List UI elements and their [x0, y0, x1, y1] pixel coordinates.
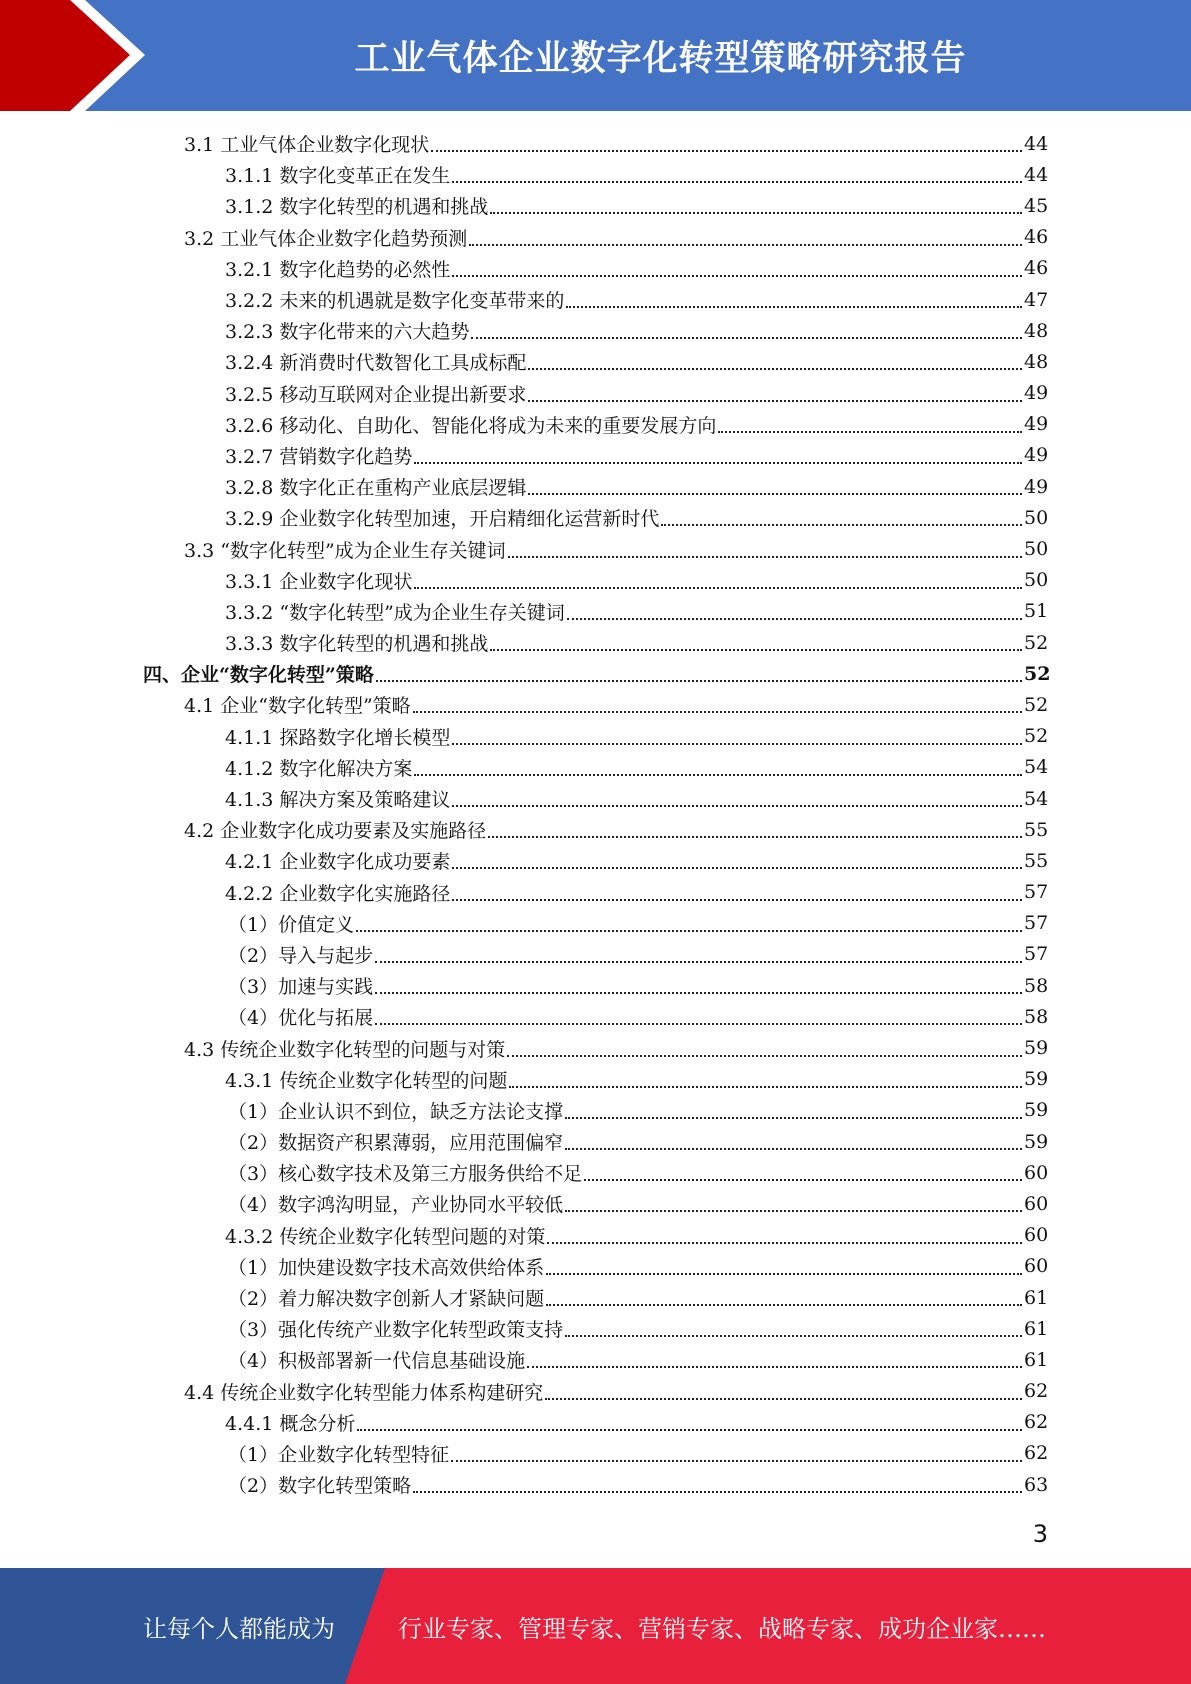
toc-entry[interactable] — [0, 1095, 1191, 1126]
toc-dot-leader — [375, 991, 1022, 994]
toc-entry-label: 3.1 工业气体企业数字化现状 — [184, 134, 430, 157]
toc-dot-leader — [528, 367, 1022, 370]
toc-entry-page: 49 — [1024, 382, 1049, 405]
toc-dot-leader — [661, 523, 1022, 526]
toc-entry-label: 3.3 “数字化转型”成为企业生存关键词 — [184, 539, 506, 562]
toc-entry-label: （1）企业认识不到位，缺乏方法论支撑 — [228, 1100, 564, 1123]
toc-dot-leader — [508, 555, 1022, 558]
toc-entry-page: 62 — [1024, 1442, 1049, 1465]
toc-entry[interactable] — [0, 596, 1191, 627]
toc-entry-page: 60 — [1024, 1224, 1049, 1247]
toc-entry[interactable] — [0, 471, 1191, 502]
footer-slogan-left: 让每个人都能成为 — [143, 1614, 335, 1643]
toc-entry[interactable] — [0, 1064, 1191, 1095]
toc-dot-leader — [488, 835, 1022, 838]
toc-entry-label: 4.1.1 探路数字化增长模型 — [225, 726, 451, 749]
toc-entry[interactable] — [0, 533, 1191, 564]
toc-entry-page: 63 — [1024, 1473, 1049, 1496]
toc-entry-page: 50 — [1024, 538, 1049, 561]
toc-entry[interactable] — [0, 284, 1191, 315]
toc-entry[interactable] — [0, 502, 1191, 533]
toc-dot-leader — [375, 1022, 1022, 1025]
toc-dot-leader — [452, 898, 1022, 901]
toc-entry-page: 60 — [1024, 1192, 1049, 1215]
toc-dot-leader — [414, 461, 1022, 464]
toc-entry-page: 54 — [1024, 756, 1049, 779]
toc-dot-leader — [471, 336, 1022, 339]
toc-entry-label: 3.3.3 数字化转型的机遇和挑战 — [225, 633, 489, 656]
toc-entry-label: （2）数字化转型策略 — [228, 1475, 412, 1498]
toc-entry[interactable] — [0, 1188, 1191, 1219]
toc-entry[interactable] — [0, 128, 1191, 159]
toc-entry-label: （4）数字鸿沟明显，产业协同水平较低 — [228, 1194, 564, 1217]
toc-entry[interactable] — [0, 1344, 1191, 1375]
toc-entry-label: （1）价值定义 — [228, 913, 355, 936]
toc-entry[interactable] — [0, 845, 1191, 876]
toc-entry-label: （4）优化与拓展 — [228, 1007, 374, 1030]
toc-entry-page: 59 — [1024, 1099, 1049, 1122]
toc-entry[interactable] — [0, 970, 1191, 1001]
toc-entry-page: 49 — [1024, 475, 1049, 498]
toc-entry-label: （1）加快建设数字技术高效供给体系 — [228, 1256, 545, 1279]
toc-dot-leader — [566, 305, 1022, 308]
toc-entry[interactable] — [0, 565, 1191, 596]
toc-dot-leader — [375, 960, 1022, 963]
toc-dot-leader — [565, 1334, 1022, 1337]
toc-entry-page: 52 — [1024, 725, 1049, 748]
toc-entry[interactable] — [0, 346, 1191, 377]
toc-dot-leader — [414, 586, 1022, 589]
toc-entry[interactable] — [0, 1469, 1191, 1500]
toc-entry-label: 4.1.2 数字化解决方案 — [225, 757, 413, 780]
toc-dot-leader — [567, 617, 1022, 620]
document-title: 工业气体企业数字化转型策略研究报告 — [354, 38, 967, 79]
toc-entry-page: 60 — [1024, 1161, 1049, 1184]
toc-entry[interactable] — [0, 1407, 1191, 1438]
toc-entry[interactable] — [0, 378, 1191, 409]
page-number: 3 — [1032, 1520, 1048, 1548]
toc-dot-leader — [452, 804, 1022, 807]
toc-entry-label: 4.2 企业数字化成功要素及实施路径 — [184, 820, 487, 843]
toc-entry-page: 59 — [1024, 1130, 1049, 1153]
toc-dot-leader — [469, 243, 1022, 246]
toc-entry[interactable] — [0, 627, 1191, 658]
toc-entry[interactable] — [0, 1157, 1191, 1188]
toc-entry[interactable] — [0, 1220, 1191, 1251]
toc-dot-leader — [357, 1428, 1022, 1431]
toc-entry[interactable] — [0, 315, 1191, 346]
toc-entry[interactable] — [0, 783, 1191, 814]
toc-entry-label: （3）加速与实践 — [228, 976, 374, 999]
toc-dot-leader — [451, 1459, 1022, 1462]
toc-entry-page: 46 — [1024, 226, 1049, 249]
toc-entry-page: 50 — [1024, 506, 1049, 529]
toc-entry[interactable] — [0, 253, 1191, 284]
header-banner — [0, 0, 1191, 111]
toc-entry-page: 61 — [1024, 1286, 1049, 1309]
toc-entry[interactable] — [0, 1001, 1191, 1032]
toc-entry-label: 3.2.1 数字化趋势的必然性 — [225, 258, 451, 281]
header-red-arrow-decoration — [0, 0, 160, 111]
toc-entry-label: 3.2.6 移动化、自助化、智能化将成为未来的重要发展方向 — [225, 414, 717, 437]
toc-entry-page: 54 — [1024, 787, 1049, 810]
toc-dot-leader — [584, 1178, 1022, 1181]
toc-dot-leader — [565, 1116, 1022, 1119]
toc-dot-leader — [413, 1490, 1022, 1493]
toc-dot-leader — [490, 211, 1022, 214]
toc-entry-page: 49 — [1024, 444, 1049, 467]
toc-dot-leader — [376, 679, 1022, 682]
toc-entry[interactable] — [0, 908, 1191, 939]
toc-entry-label: 3.2.4 新消费时代数智化工具成标配 — [225, 352, 527, 375]
toc-dot-leader — [452, 866, 1022, 869]
toc-dot-leader — [546, 1303, 1022, 1306]
toc-entry-label: 3.1.2 数字化转型的机遇和挑战 — [225, 196, 489, 219]
toc-dot-leader — [547, 1241, 1022, 1244]
toc-entry-label: （4）积极部署新一代信息基础设施 — [228, 1350, 526, 1373]
toc-entry-label: 3.2.9 企业数字化转型加速，开启精细化运营新时代 — [225, 508, 660, 531]
toc-entry-label: 四、企业“数字化转型”策略 — [143, 664, 374, 687]
toc-entry-page: 61 — [1024, 1348, 1049, 1371]
toc-entry-page: 46 — [1024, 257, 1049, 280]
toc-entry[interactable] — [0, 939, 1191, 970]
toc-entry-label: 4.4 传统企业数字化转型能力体系构建研究 — [184, 1381, 544, 1404]
toc-entry-page: 50 — [1024, 569, 1049, 592]
toc-entry[interactable] — [0, 440, 1191, 471]
toc-entry-page: 60 — [1024, 1255, 1049, 1278]
toc-entry[interactable] — [0, 1376, 1191, 1407]
toc-entry[interactable] — [0, 1313, 1191, 1344]
toc-entry-page: 45 — [1024, 194, 1049, 217]
toc-dot-leader — [565, 1209, 1022, 1212]
toc-entry-label: 4.3.1 传统企业数字化转型的问题 — [225, 1069, 508, 1092]
toc-entry-page: 57 — [1024, 912, 1049, 935]
toc-entry-page: 48 — [1024, 350, 1049, 373]
toc-entry[interactable] — [0, 222, 1191, 253]
toc-entry[interactable] — [0, 1251, 1191, 1282]
toc-entry-label: 3.2.3 数字化带来的六大趋势 — [225, 321, 470, 344]
toc-dot-leader — [413, 710, 1022, 713]
toc-entry-page: 58 — [1024, 974, 1049, 997]
toc-entry-label: 4.2.1 企业数字化成功要素 — [225, 851, 451, 874]
toc-entry-label: 3.1.1 数字化变革正在发生 — [225, 165, 451, 188]
toc-entry[interactable] — [0, 1126, 1191, 1157]
toc-entry-label: 3.3.1 企业数字化现状 — [225, 570, 413, 593]
toc-entry-page: 52 — [1024, 693, 1049, 716]
toc-entry[interactable] — [0, 814, 1191, 845]
toc-entry-label: 3.3.2 “数字化转型”成为企业生存关键词 — [225, 601, 565, 624]
toc-entry-page: 47 — [1024, 288, 1049, 311]
toc-dot-leader — [452, 180, 1022, 183]
toc-entry-label: （2）导入与起步 — [228, 944, 374, 967]
toc-entry[interactable] — [0, 190, 1191, 221]
toc-entry-label: （2）着力解决数字创新人才紧缺问题 — [228, 1288, 545, 1311]
toc-entry[interactable] — [0, 721, 1191, 752]
toc-entry[interactable] — [0, 1032, 1191, 1063]
toc-entry-page: 62 — [1024, 1411, 1049, 1434]
toc-entry-page: 59 — [1024, 1068, 1049, 1091]
toc-dot-leader — [545, 1397, 1022, 1400]
toc-entry-label: 4.1 企业“数字化转型”策略 — [184, 695, 411, 718]
toc-entry[interactable] — [0, 1282, 1191, 1313]
toc-entry-label: （3）核心数字技术及第三方服务供给不足 — [228, 1163, 583, 1186]
toc-entry-page: 57 — [1024, 881, 1049, 904]
footer-banner — [0, 1568, 1191, 1684]
toc-dot-leader — [718, 430, 1022, 433]
toc-entry-label: 3.2 工业气体企业数字化趋势预测 — [184, 227, 468, 250]
toc-entry[interactable] — [0, 877, 1191, 908]
toc-entry[interactable] — [0, 1438, 1191, 1469]
toc-entry-label: （2）数据资产积累薄弱，应用范围偏窄 — [228, 1132, 564, 1155]
toc-entry-page: 49 — [1024, 413, 1049, 436]
toc-entry-page: 44 — [1024, 163, 1049, 186]
toc-entry-page: 51 — [1024, 600, 1049, 623]
toc-entry-page: 58 — [1024, 1005, 1049, 1028]
toc-entry[interactable] — [0, 752, 1191, 783]
toc-dot-leader — [527, 1365, 1022, 1368]
toc-entry-page: 59 — [1024, 1037, 1049, 1060]
toc-entry-label: 3.2.5 移动互联网对企业提出新要求 — [225, 383, 527, 406]
toc-entry-page: 52 — [1024, 662, 1051, 685]
footer-slogan-right: 行业专家、管理专家、营销专家、战略专家、成功企业家…… — [398, 1614, 1046, 1643]
toc-dot-leader — [452, 742, 1022, 745]
toc-dot-leader — [490, 648, 1022, 651]
toc-entry-label: 3.2.7 营销数字化趋势 — [225, 445, 413, 468]
toc-entry-label: 3.2.8 数字化正在重构产业底层逻辑 — [225, 477, 527, 500]
toc-entry-label: 4.4.1 概念分析 — [225, 1412, 356, 1435]
toc-entry-page: 48 — [1024, 319, 1049, 342]
toc-entry-page: 52 — [1024, 631, 1049, 654]
toc-dot-leader — [356, 929, 1022, 932]
toc-dot-leader — [507, 1054, 1022, 1057]
toc-entry-label: 4.3 传统企业数字化转型的问题与对策 — [184, 1038, 506, 1061]
toc-entry-label: 4.1.3 解决方案及策略建议 — [225, 789, 451, 812]
toc-dot-leader — [546, 1272, 1022, 1275]
toc-entry-label: 3.2.2 未来的机遇就是数字化变革带来的 — [225, 290, 565, 313]
toc-dot-leader — [431, 149, 1022, 152]
toc-entry-page: 57 — [1024, 943, 1049, 966]
toc-entry-label: （1）企业数字化转型特征 — [228, 1443, 450, 1466]
toc-dot-leader — [528, 399, 1022, 402]
toc-dot-leader — [565, 1147, 1022, 1150]
toc-entry-page: 44 — [1024, 132, 1049, 155]
toc-entry-page: 62 — [1024, 1380, 1049, 1403]
toc-dot-leader — [509, 1085, 1022, 1088]
toc-entry-label: 4.2.2 企业数字化实施路径 — [225, 882, 451, 905]
toc-entry-page: 55 — [1024, 818, 1049, 841]
toc-entry-page: 61 — [1024, 1317, 1049, 1340]
toc-entry[interactable] — [0, 159, 1191, 190]
toc-entry[interactable] — [0, 689, 1191, 720]
toc-entry-page: 55 — [1024, 849, 1049, 872]
toc-entry[interactable] — [0, 658, 1191, 689]
toc-dot-leader — [452, 274, 1022, 277]
toc-entry-label: 4.3.2 传统企业数字化转型问题的对策 — [225, 1225, 546, 1248]
toc-entry-label: （3）强化传统产业数字化转型政策支持 — [228, 1319, 564, 1342]
table-of-contents — [0, 128, 1191, 1500]
toc-entry[interactable] — [0, 409, 1191, 440]
toc-dot-leader — [528, 492, 1022, 495]
toc-dot-leader — [414, 773, 1022, 776]
